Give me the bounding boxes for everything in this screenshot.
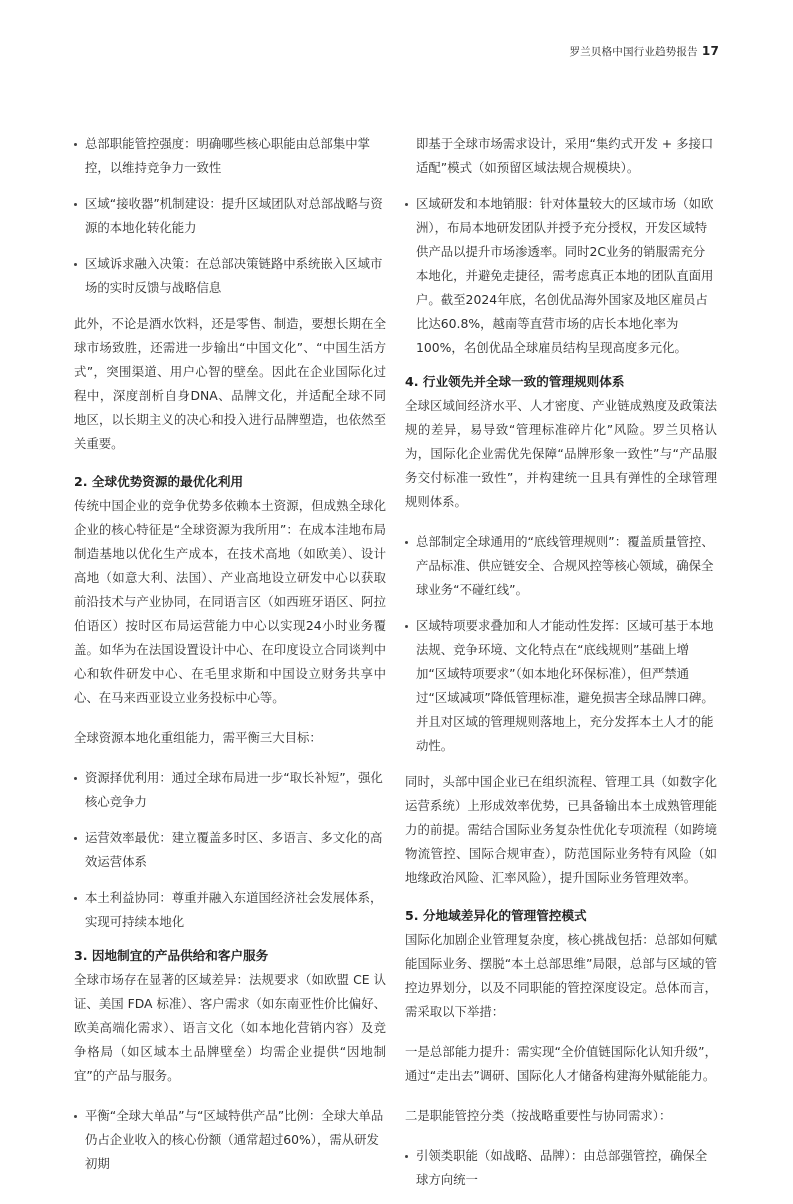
bullet-list <box>74 1104 386 1176</box>
paragraph: 二是职能管控分类（按战略重要性与协同需求）： <box>405 1108 672 1123</box>
list-item: 总部职能管控强度：明确哪些核心职能由总部集中掌控，以维持竞争力一致性 <box>74 132 386 180</box>
paragraph: 全球区域间经济水平、人才密度、产业链成熟度及政策法规的差异，易导致“管理标准碎片化”风险。罗兰贝格认为，国际化企业需优先保障“品牌形象一致性”与“产品服务交付标准一致性”，并构建统一且具有弹性的全球管理规则体系。 <box>405 398 717 509</box>
list-item-continued: 即基于全球市场需求设计，采用“集约式开发 + 多接口适配”模式（如预留区域法规合规模块）。 <box>416 136 714 175</box>
page-header <box>569 44 719 59</box>
paragraph: 国际化加剧企业管理复杂度，核心挑战包括：总部如何赋能国际业务、摆脱“本土总部思维”局限，总部与区域的管控边界划分，以及不同职能的管控深度设定。总体而言，需采取以下举措： <box>405 932 717 1019</box>
section-heading-5: 5. 分地域差异化的管理管控模式 <box>405 908 587 923</box>
section-heading-2: 2. 全球优势资源的最优化利用 <box>74 474 244 489</box>
report-title: 罗兰贝格中国行业趋势报告 <box>569 46 698 58</box>
paragraph: 全球市场存在显著的区域差异：法规要求（如欧盟 CE 认证、美国 FDA 标准）、客户需求（如东南亚性价比偏好、欧美高端化需求）、语言文化（如本地化营销内容）及竞争格局（如区域本土品牌壁垒）均需企业提供“因地制宜”的产品与服务。 <box>74 972 386 1083</box>
list-item: 总部制定全球通用的“底线管理规则”：覆盖质量管控、产品标准、供应链安全、合规风控等核心领域，确保全球业务“不碰红线”。 <box>405 530 717 602</box>
list-item: 平衡“全球大单品”与“区域特供产品”比例：全球大单品仍占企业收入的核心份额（通常超过60%），需从研发初期 <box>74 1104 386 1176</box>
bullet-list <box>405 530 717 758</box>
list-item: 区域特项要求叠加和人才能动性发挥：区域可基于本地法规、竞争环境、文化特点在“底线规则”基础上增加“区域特项要求”（如本地化环保标准），但严禁通过“区域减项”降低管理标准，避免损害全球品牌口碑。并且对区域的管理规则落地上，充分发挥本土人才的能动性。 <box>405 614 717 758</box>
paragraph: 传统中国企业的竞争优势多依赖本土资源，但成熟全球化企业的核心特征是“全球资源为我所用”：在成本洼地布局制造基地以优化生产成本，在技术高地（如欧美）、设计高地（如意大利、法国）、产业高地设立研发中心以获取前沿技术与产业协同，在同语言区（如西班牙语区、阿拉伯语区）按时区布局运营能力中心以实现24小时业务覆盖。如华为在法国设置设计中心、在印度设立合同谈判中心和软件研发中心、在毛里求斯和中国设立财务共享中心、在马来西亚设立业务投标中心等。 <box>74 498 386 705</box>
section-heading-3: 3. 因地制宜的产品供给和客户服务 <box>74 948 269 963</box>
right-column <box>405 132 717 1204</box>
page-number: 17 <box>701 44 719 58</box>
paragraph: 同时，头部中国企业已在组织流程、管理工具（如数字化运营系统）上形成效率优势，已具备输出本土成熟管理能力的前提。需结合国际业务复杂性优化专项流程（如跨境物流管控、国际合规审查），防范国际业务特有风险（如地缘政治风险、汇率风险），提升国际业务管理效率。 <box>405 774 717 885</box>
paragraph: 全球资源本地化重组能力，需平衡三大目标： <box>74 730 322 745</box>
paragraph: 一是总部能力提升：需实现“全价值链国际化认知升级”，通过“走出去”调研、国际化人才储备构建海外赋能能力。 <box>405 1044 717 1083</box>
list-item: 区域研发和本地销服：针对体量较大的区域市场（如欧洲），布局本地研发团队并授予充分授权，开发区域特供产品以提升市场渗透率。同时2C业务的销服需充分本地化，并避免走捷径，需考虑真正本地的团队直面用户。截至2024年底，名创优品海外国家及地区雇员占比达60.8%，越南等直营市场的店长本地化率为100%，名创优品全球雇员结构呈现高度多元化。 <box>405 192 717 360</box>
list-item: 区域“接收器”机制建设：提升区域团队对总部战略与资源的本地化转化能力 <box>74 192 386 240</box>
list-item: 引领类职能（如战略、品牌）：由总部强管控，确保全球方向统一 <box>405 1144 717 1192</box>
bullet-list <box>405 1144 717 1192</box>
list-item: 本土利益协同：尊重并融入东道国经济社会发展体系，实现可持续本地化 <box>74 886 386 934</box>
list-item: 区域诉求融入决策：在总部决策链路中系统嵌入区域市场的实时反馈与战略信息 <box>74 252 386 300</box>
paragraph: 此外，不论是酒水饮料，还是零售、制造，要想长期在全球市场致胜，还需进一步输出“中国文化”、“中国生活方式”，突围渠道、用户心智的壁垒。因此在企业国际化过程中，深度剖析自身DNA、品牌文化，并适配全球不同地区，以长期主义的决心和投入进行品牌塑造，也依然至关重要。 <box>74 316 386 451</box>
section-heading-4: 4. 行业领先并全球一致的管理规则体系 <box>405 374 625 389</box>
list-item: 运营效率最优：建立覆盖多时区、多语言、多文化的高效运营体系 <box>74 826 386 874</box>
bullet-list <box>74 766 386 934</box>
bullet-list <box>405 132 717 360</box>
bullet-list <box>74 132 386 300</box>
list-item: 资源择优利用：通过全球布局进一步“取长补短”，强化核心竞争力 <box>74 766 386 814</box>
left-column <box>74 132 386 1188</box>
